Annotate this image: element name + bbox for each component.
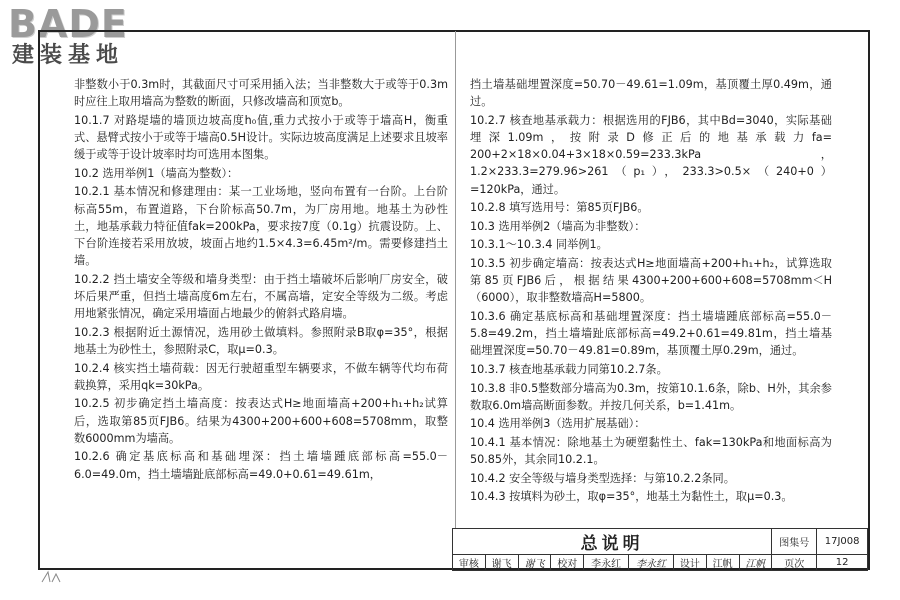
page-label: 页次 [772, 555, 817, 571]
review-label: 审核 [453, 555, 486, 571]
paragraph: 10.4.1 基本情况：除地基土为硬塑黏性土、fak=130kPa和地面标高为50.85外，其余同10.2.1。 [470, 435, 832, 467]
paragraph: 10.4.2 安全等级与墙身类型选择：与第10.2.2条同。 [470, 471, 735, 485]
reviewer-signature: 谢飞 [518, 555, 551, 571]
paragraph: 挡土墙基础埋置深度=50.70－49.61=1.09m，基顶覆土厚0.49m，通过。 [470, 78, 832, 109]
section-heading: 10.2 选用举例1（墙高为整数）： [74, 166, 239, 180]
paragraph: 10.2.5 初步确定挡土墙高度：按表达式H≥地面墙高+200+h₁+h₂试算后，选取第85页FJB6。结果为4300+200+600+608=5708mm，取整数6000mm为墙高。 [74, 397, 448, 445]
paragraph: 10.2.4 核实挡土墙荷载：因无行驶超重型车辆要求，不做车辆等代均布荷载换算，采用qk=30kPa。 [74, 361, 448, 392]
designer-signature: 江帆 [739, 555, 772, 571]
check-label: 校对 [551, 555, 584, 571]
left-column [74, 76, 448, 484]
paragraph: 10.2.1 基本情况和修建理由：某一工业场地，竖向布置有一台阶。上台阶标高55m，布置道路，下台阶标高50.7m，为厂房用地。地基土为砂性土，地基承载力特征值fak=200kPa，要求按7度（0.1g）抗震设防。上、下台阶连接若采用放坡，坡面占地约1.5×4.3=6.45m²/m。需要修建挡土墙。 [74, 185, 448, 268]
designer-name: 江帆 [706, 555, 739, 571]
paragraph: 10.3.7 核查地基承载力同第10.2.7条。 [470, 362, 668, 376]
atlas-number-label: 图集号 [772, 529, 817, 555]
paragraph: 10.3.8 非0.5整数部分墙高为0.3m，按第10.1.6条，除b、H外，其余参数取6.0m墙高断面参数。并按几何关系，b=1.41m。 [470, 381, 832, 412]
paragraph: 10.2.7 核查地基承载力：根据选用的FJB6，其中Bd=3040，实际基础埋深1.09m，按附录D修正后的地基承载力fa= 200+2×18×0.04+3×18×0.59=233.3kPa，1.2×233.3=279.96>261（p₁），233.3>0.5×（240+0）=120kPa，通过。 [470, 113, 832, 196]
paragraph: 10.1.7 对路堤墙的墙顶边坡高度h₀值,重力式按小于或等于墙高H，衡重式、悬臂式按小于或等于墙高0.5H设计。实际边坡高度满足上述要求且坡率缓于或等于设计坡率时均可选用本图集。 [74, 113, 448, 162]
design-label: 设计 [673, 555, 706, 571]
paragraph: 10.2.3 根据附近土源情况，选用砂土做填料。参照附录B取φ=35°，根据地基土为砂性土，参照附录C，取μ=0.3。 [74, 325, 448, 356]
logo-wordmark: BADE [8, 2, 128, 46]
paragraph: 非整数小于0.3m时，其截面尺寸可采用插入法；当非整数大于或等于0.3m时应往上取用墙高为整数的断面，只修改墙高和顶宽b。 [74, 78, 448, 109]
section-heading: 10.3 选用举例2（墙高为非整数）： [470, 219, 646, 233]
page-number: 12 [817, 555, 868, 571]
atlas-number: 17J008 [817, 529, 868, 555]
column-divider [455, 31, 456, 528]
title-block-table [452, 528, 868, 571]
checker-name: 李永红 [584, 555, 629, 571]
paragraph: 10.3.1～10.3.4 同举例1。 [470, 238, 608, 252]
title-block [452, 528, 868, 569]
paragraph: 10.2.2 挡土墙安全等级和墙身类型：由于挡土墙破坏后影响厂房安全，破坏后果严重，但挡土墙高度6m左右，不属高墙，定安全等级为二级。考虑用地紧张情况，确定采用墙面占地最少的俯斜式路肩墙。 [74, 272, 448, 321]
checker-signature: 李永红 [629, 555, 674, 571]
right-column [470, 76, 832, 507]
paragraph: 10.2.8 填写选用号：第85页FJB6。 [470, 201, 649, 215]
drawing-title: 总说明 [453, 529, 772, 555]
paragraph: 10.2.6 确定基底标高和基础埋深：挡土墙墙踵底部标高=55.0－6.0=49.0m，挡土墙墙趾底部标高=49.0+0.61=49.61m， [74, 450, 448, 481]
corner-mark-icon [40, 570, 62, 584]
paragraph: 10.3.6 确定基底标高和基础埋置深度：挡土墙墙踵底部标高=55.0－5.8=49.2m，挡土墙墙趾底部标高=49.2+0.61=49.81m，挡土墙基础埋置深度=50.70－49.81=0.89m，基顶覆土厚0.29m，通过。 [470, 309, 832, 358]
reviewer-name: 谢飞 [485, 555, 518, 571]
paragraph: 10.4.3 按填料为砂土，取φ=35°，地基土为黏性土，取μ=0.3。 [470, 490, 793, 504]
paragraph: 10.3.5 初步确定墙高：按表达式H≥地面墙高+200+h₁+h₂，试算选取第85页FJB6后，根据结果4300+200+600+608=5708mm＜H（6000），取非整数墙高H=5800。 [470, 256, 832, 305]
logo-subtitle: 建装基地 [12, 43, 125, 68]
section-heading: 10.4 选用举例3（选用扩展基础）： [470, 417, 646, 431]
